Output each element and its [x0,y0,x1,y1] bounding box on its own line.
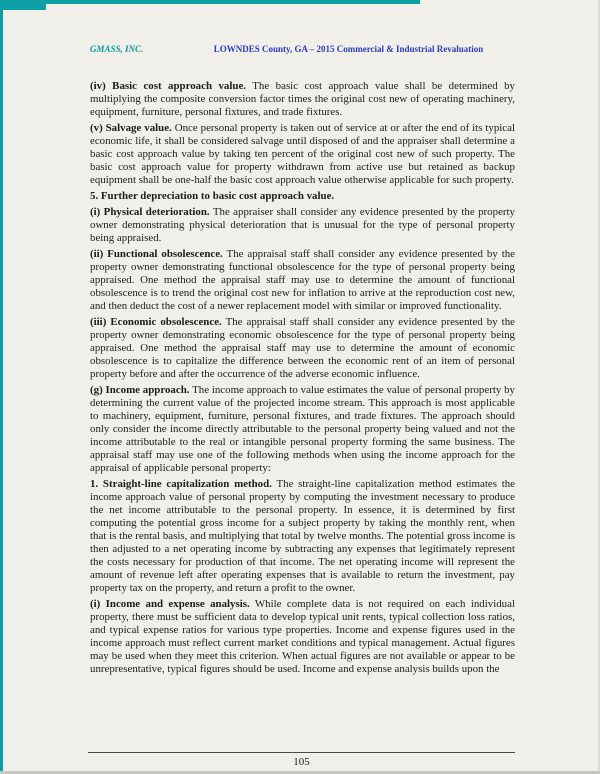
paragraph-lead: (i) Income and expense analysis. [90,598,250,610]
heading-5-further-depreciation [90,190,515,203]
paragraph-text: The appraisal staff shall consider any evidence presented by the property owner demonstrating functional obsolescence for the type of personal property being appraised. One method the appraisal staff may use to determine the amount of functional obsolescence is to trend the original cost new for inflation to arrive at the reproduction cost new, and then deduct the cost of a newer replacement model with similar or improved functionality. [90,248,516,312]
paragraph-text: While complete data is not required on each individual property, there must be sufficient data to develop typical unit rents, typical collection loss ratios, and typical expense ratios for various type properties. Income and expense figures used in the income approach must reflect current market conditions and typical management. Actual figures may be used when they meet this criterion. When actual figures are not available or appear to be unrepresentative, typical figures should be used. Income and expense analysis builds upon the [90,598,515,675]
paragraph-i-income-expense-analysis [90,598,515,676]
paragraph-lead: 1. Straight-line capitalization method. [90,478,272,490]
page-header [90,44,515,54]
paragraph-iii-economic-obsolescence [90,316,515,381]
paragraph-i-physical-deterioration [90,206,515,245]
document-body [90,80,515,676]
paragraph-text: The appraiser shall consider any evidence presented by the property owner demonstrating physical deterioration that is unusual for the type of personal property being appraised. [90,206,516,244]
paragraph-lead: (ii) Functional obsolescence. [90,248,223,260]
paragraph-lead: (iii) Economic obsolescence. [90,316,222,328]
footer-rule [88,752,515,753]
paragraph-text: The basic cost approach value shall be determined by multiplying the composite conversion factor times the original cost new of operating machinery, equipment, furniture, personal fixtures, and trade fixtures. [90,80,515,118]
paragraph-lead: (iv) Basic cost approach value. [90,80,247,92]
paragraph-lead: (v) Salvage value. [90,122,172,134]
paragraph-text: The straight-line capitalization method estimates the income approach value of personal property by computing the investment necessary to produce the net income attributable to the personal property. In essence, it is determined by first computing the potential gross income for a subject property by taking the monthly rent, when that is the rental basis, and multiplying that total by twelve months. The potential gross income is then adjusted to a net operating income by subtracting any expenses that legitimately represent the costs necessary for production of that income. The net operating income will represent the amount of revenue left after operating expenses that is available to return the investment, pay property tax on the property, and return a profit to the owner. [90,478,516,594]
paragraph-lead: 5. Further depreciation to basic cost approach value. [90,190,335,202]
paragraph-text: The appraisal staff shall consider any evidence presented by the property owner demonstrating economic obsolescence for the type of personal property being appraised. One method the appraisal staff may use to determine the amount of economic obsolescence is to capitalize the difference between the economic rent of an item of personal property before and after the occurrence of the adverse economic influence. [90,316,515,380]
paragraph-v-salvage-value [90,122,515,187]
paragraph-1-straight-line-capitalization [90,478,515,595]
page-number: 105 [293,756,310,768]
paragraph-text: Once personal property is taken out of service at or after the end of its typical economic life, it shall be considered salvage until disposed of and the appraiser shall determine a basic cost approach value by taking ten percent of the original cost new of such property. The basic cost approach value for property withdrawn from active use but retained as backup equipment shall be one-half the basic cost approach value otherwise applicable for such property. [90,122,516,186]
company-name: GMASS, INC. [90,44,144,54]
paragraph-text: The income approach to value estimates the value of personal property by determining the current value of the projected income stream. This approach is most applicable to machinery, equipment, furniture, personal fixtures, and trade fixtures. The approach should only consider the income directly attributable to the personal property being valued and not the income attributable to the real or intangible personal property forming the same business. The appraisal staff may use one of the following methods when using the income approach for the appraisal of applicable personal property: [90,384,515,474]
paragraph-ii-functional-obsolescence [90,248,515,313]
document-title: LOWNDES County, GA – 2015 Commercial & Industrial Revaluation [213,44,484,54]
page-footer [88,752,515,768]
paragraph-iv-basic-cost-approach [90,80,515,119]
paragraph-g-income-approach [90,384,515,475]
paragraph-lead: (g) Income approach. [90,384,190,396]
paragraph-lead: (i) Physical deterioration. [90,206,210,218]
